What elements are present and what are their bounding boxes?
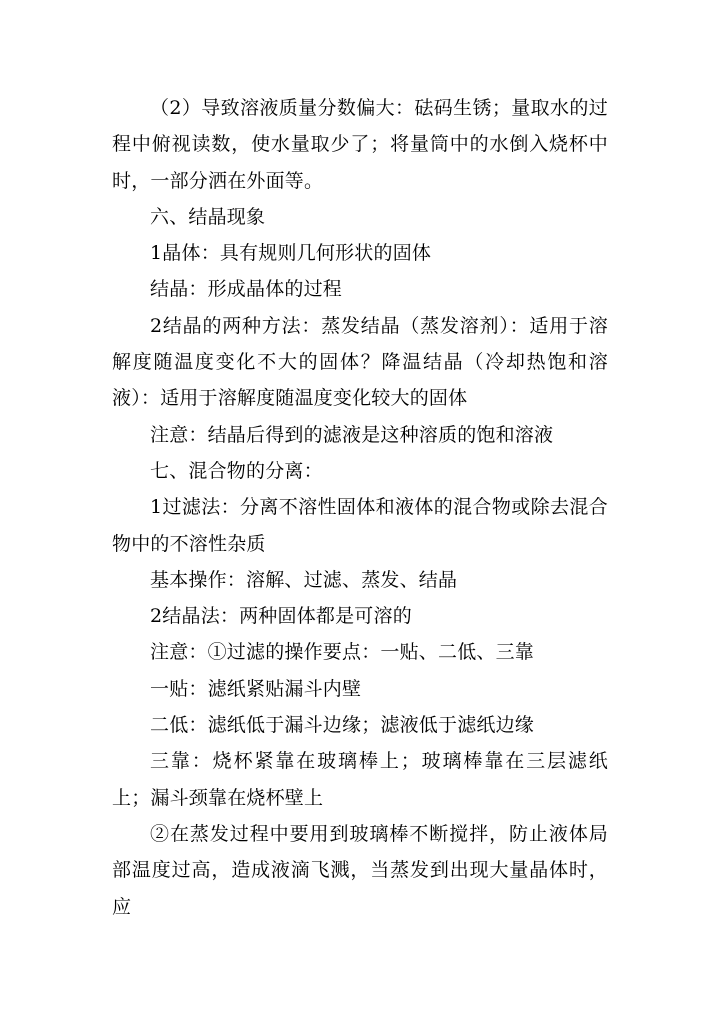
paragraph-two-low: 二低：滤纸低于漏斗边缘；滤液低于滤纸边缘 <box>150 714 535 737</box>
paragraph-filtrate-note: 注意：结晶后得到的滤液是这种溶质的饱和溶液 <box>150 423 554 446</box>
paragraph-crystallization-definition: 结晶：形成晶体的过程 <box>150 278 343 301</box>
paragraph-crystal-definition: 1晶体：具有规则几何形状的固体 <box>150 242 432 265</box>
paragraph-error-causes: （2）导致溶液质量分数偏大：砝码生锈；量取水的过程中俯视读数，使水量取少了；将量筒中的水倒入烧杯中时，一部分洒在外面等。 <box>112 97 608 192</box>
paragraph-basic-operations: 基本操作：溶解、过滤、蒸发、结晶 <box>150 568 458 591</box>
paragraph-crystallization-method: 2结晶法：两种固体都是可溶的 <box>150 605 412 628</box>
paragraph-one-stick: 一贴：滤纸紧贴漏斗内壁 <box>150 677 362 700</box>
paragraph-evaporation-note: ②在蒸发过程中要用到玻璃棒不断搅拌，防止液体局部温度过高，造成液滴飞溅，当蒸发到出现大量晶体时，应 <box>112 822 608 918</box>
heading-mixture-separation: 七、混合物的分离： <box>150 459 323 482</box>
heading-crystallization: 六、结晶现象 <box>150 205 266 228</box>
paragraph-crystallization-methods: 2结晶的两种方法：蒸发结晶（蒸发溶剂）：适用于溶解度随温度变化不大的固体？降温结晶（冷却热饱和溶液）：适用于溶解度随温度变化较大的固体 <box>112 314 608 410</box>
paragraph-filtration-method: 1过滤法：分离不溶性固体和液体的混合物或除去混合物中的不溶性杂质 <box>112 496 608 555</box>
paragraph-filtration-points: 注意：①过滤的操作要点：一贴、二低、三靠 <box>150 641 535 664</box>
document-body <box>112 90 608 925</box>
paragraph-three-lean: 三靠：烧杯紧靠在玻璃棒上；玻璃棒靠在三层滤纸上；漏斗颈靠在烧杯壁上 <box>112 750 608 809</box>
